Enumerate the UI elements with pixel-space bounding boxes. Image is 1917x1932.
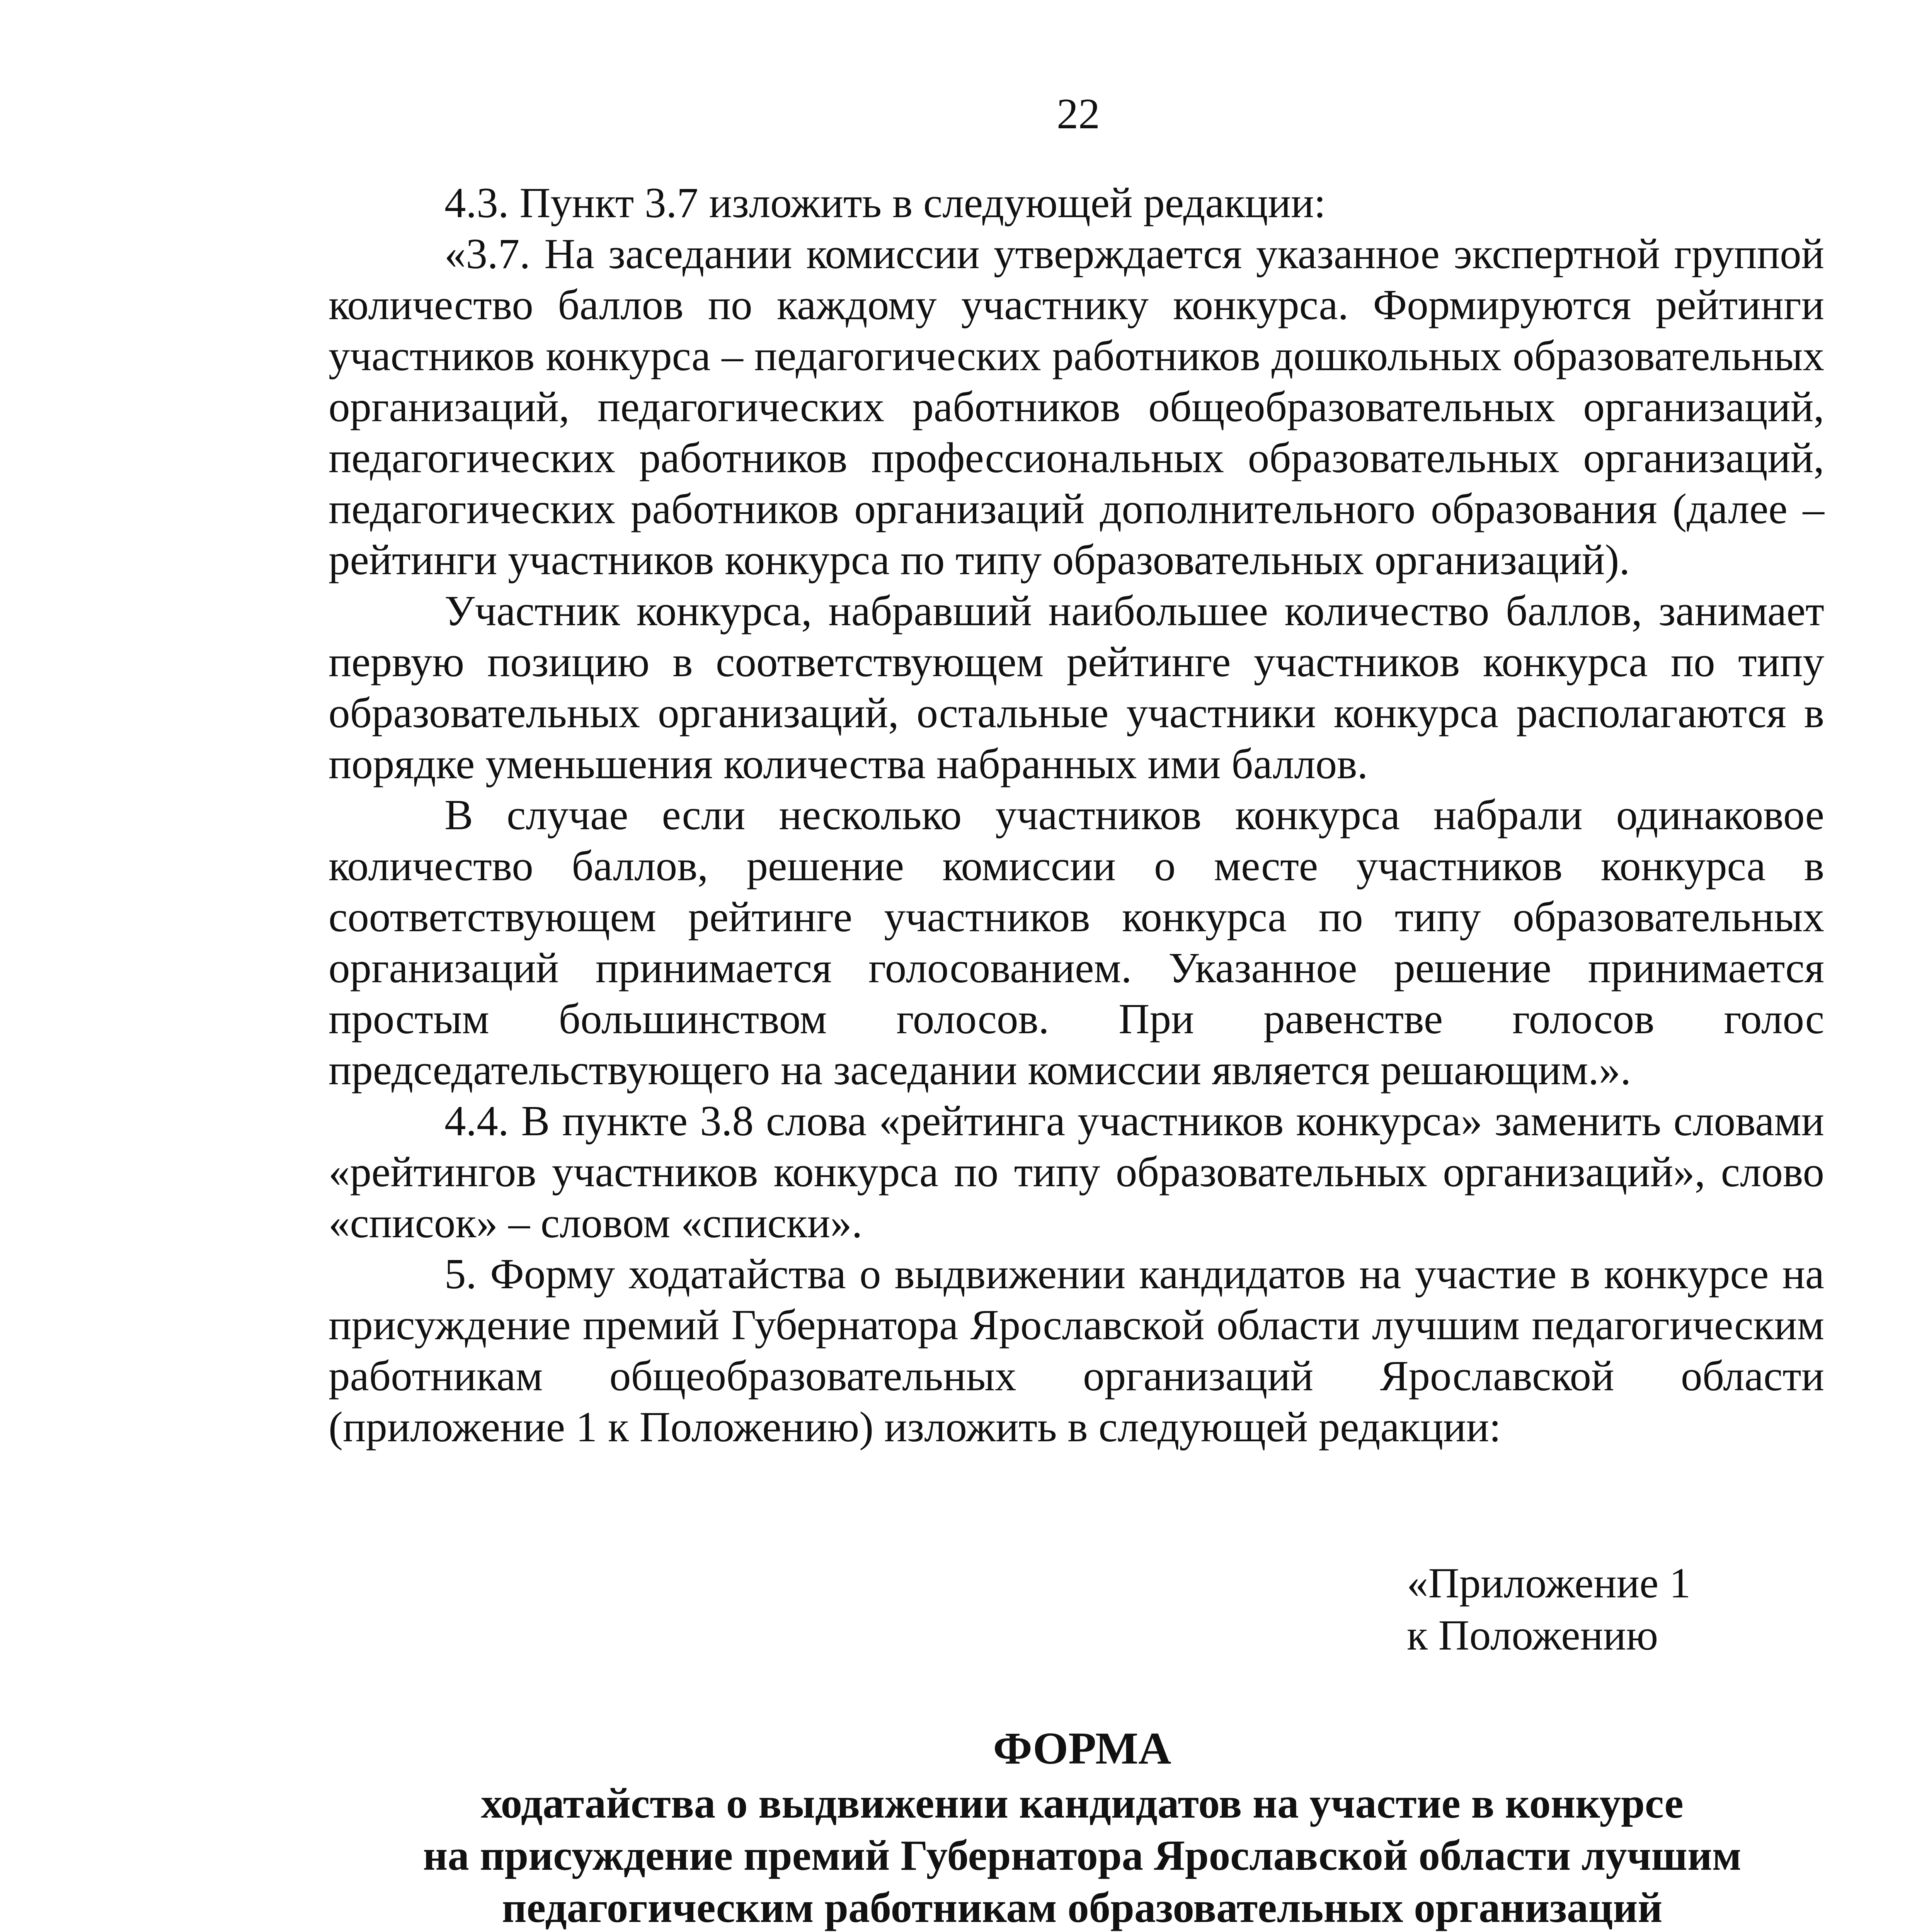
page-number: 22 [1057,90,1100,138]
form-heading [271,1719,1894,1932]
appendix-reference [1407,1557,1691,1662]
appendix-line-2: к Положению [1407,1612,1658,1659]
paragraph-5: 5. Форму ходатайства о выдвижении кандидатов на участие в конкурсе на присуждение премий Губернатора Ярославской области лучшим педагогическим работникам общеобразовательных организаций Ярославской области (приложение 1 к Положению) изложить в следующей редакции: [329,1250,1824,1451]
form-subtitle-line: педагогическим работникам образовательных организаций [502,1884,1663,1932]
body-text [329,178,1824,1453]
paragraph-3-7: «3.7. На заседании комиссии утверждается указанное экспертной группой количество баллов по каждому участнику конкурса. Формируются рейтинги участников конкурса – педагогических работников дошкольных образовательных организаций, педагогических работников общеобразовательных организаций, педагогических работников профессиональных образовательных организаций, педагогических работников организаций дополнительного образования (далее – рейтинги участников конкурса по типу образовательных организаций). [329,230,1824,584]
form-title: ФОРМА [993,1723,1171,1774]
paragraph-tie-vote: В случае если несколько участников конкурса набрали одинаковое количество баллов, решение комиссии о месте участников конкурса в соответствующем рейтинге участников конкурса по типу образовательных организаций принимается голосованием. Указанное решение принимается простым большинством голосов. При равенстве голосов голос председательствующего на заседании комиссии является решающим.». [329,791,1824,1094]
paragraph-4-3: 4.3. Пункт 3.7 изложить в следующей редакции: [444,179,1326,227]
paragraph-4-4: 4.4. В пункте 3.8 слова «рейтинга участников конкурса» заменить словами «рейтингов участников конкурса по типу образовательных организаций», слово «список» – словом «списки». [329,1097,1824,1247]
paragraph-rating-leader: Участник конкурса, набравший наибольшее количество баллов, занимает первую позицию в соответствующем рейтинге участников конкурса по типу образовательных организаций, остальные участники конкурса располагаются в порядке уменьшения количества набранных ими баллов. [329,587,1824,788]
form-subtitle-line: на присуждение премий Губернатора Ярославской области лучшим [423,1832,1742,1879]
form-subtitle-line: ходатайства о выдвижении кандидатов на участие в конкурсе [481,1780,1684,1827]
appendix-line-1: «Приложение 1 [1407,1560,1691,1607]
